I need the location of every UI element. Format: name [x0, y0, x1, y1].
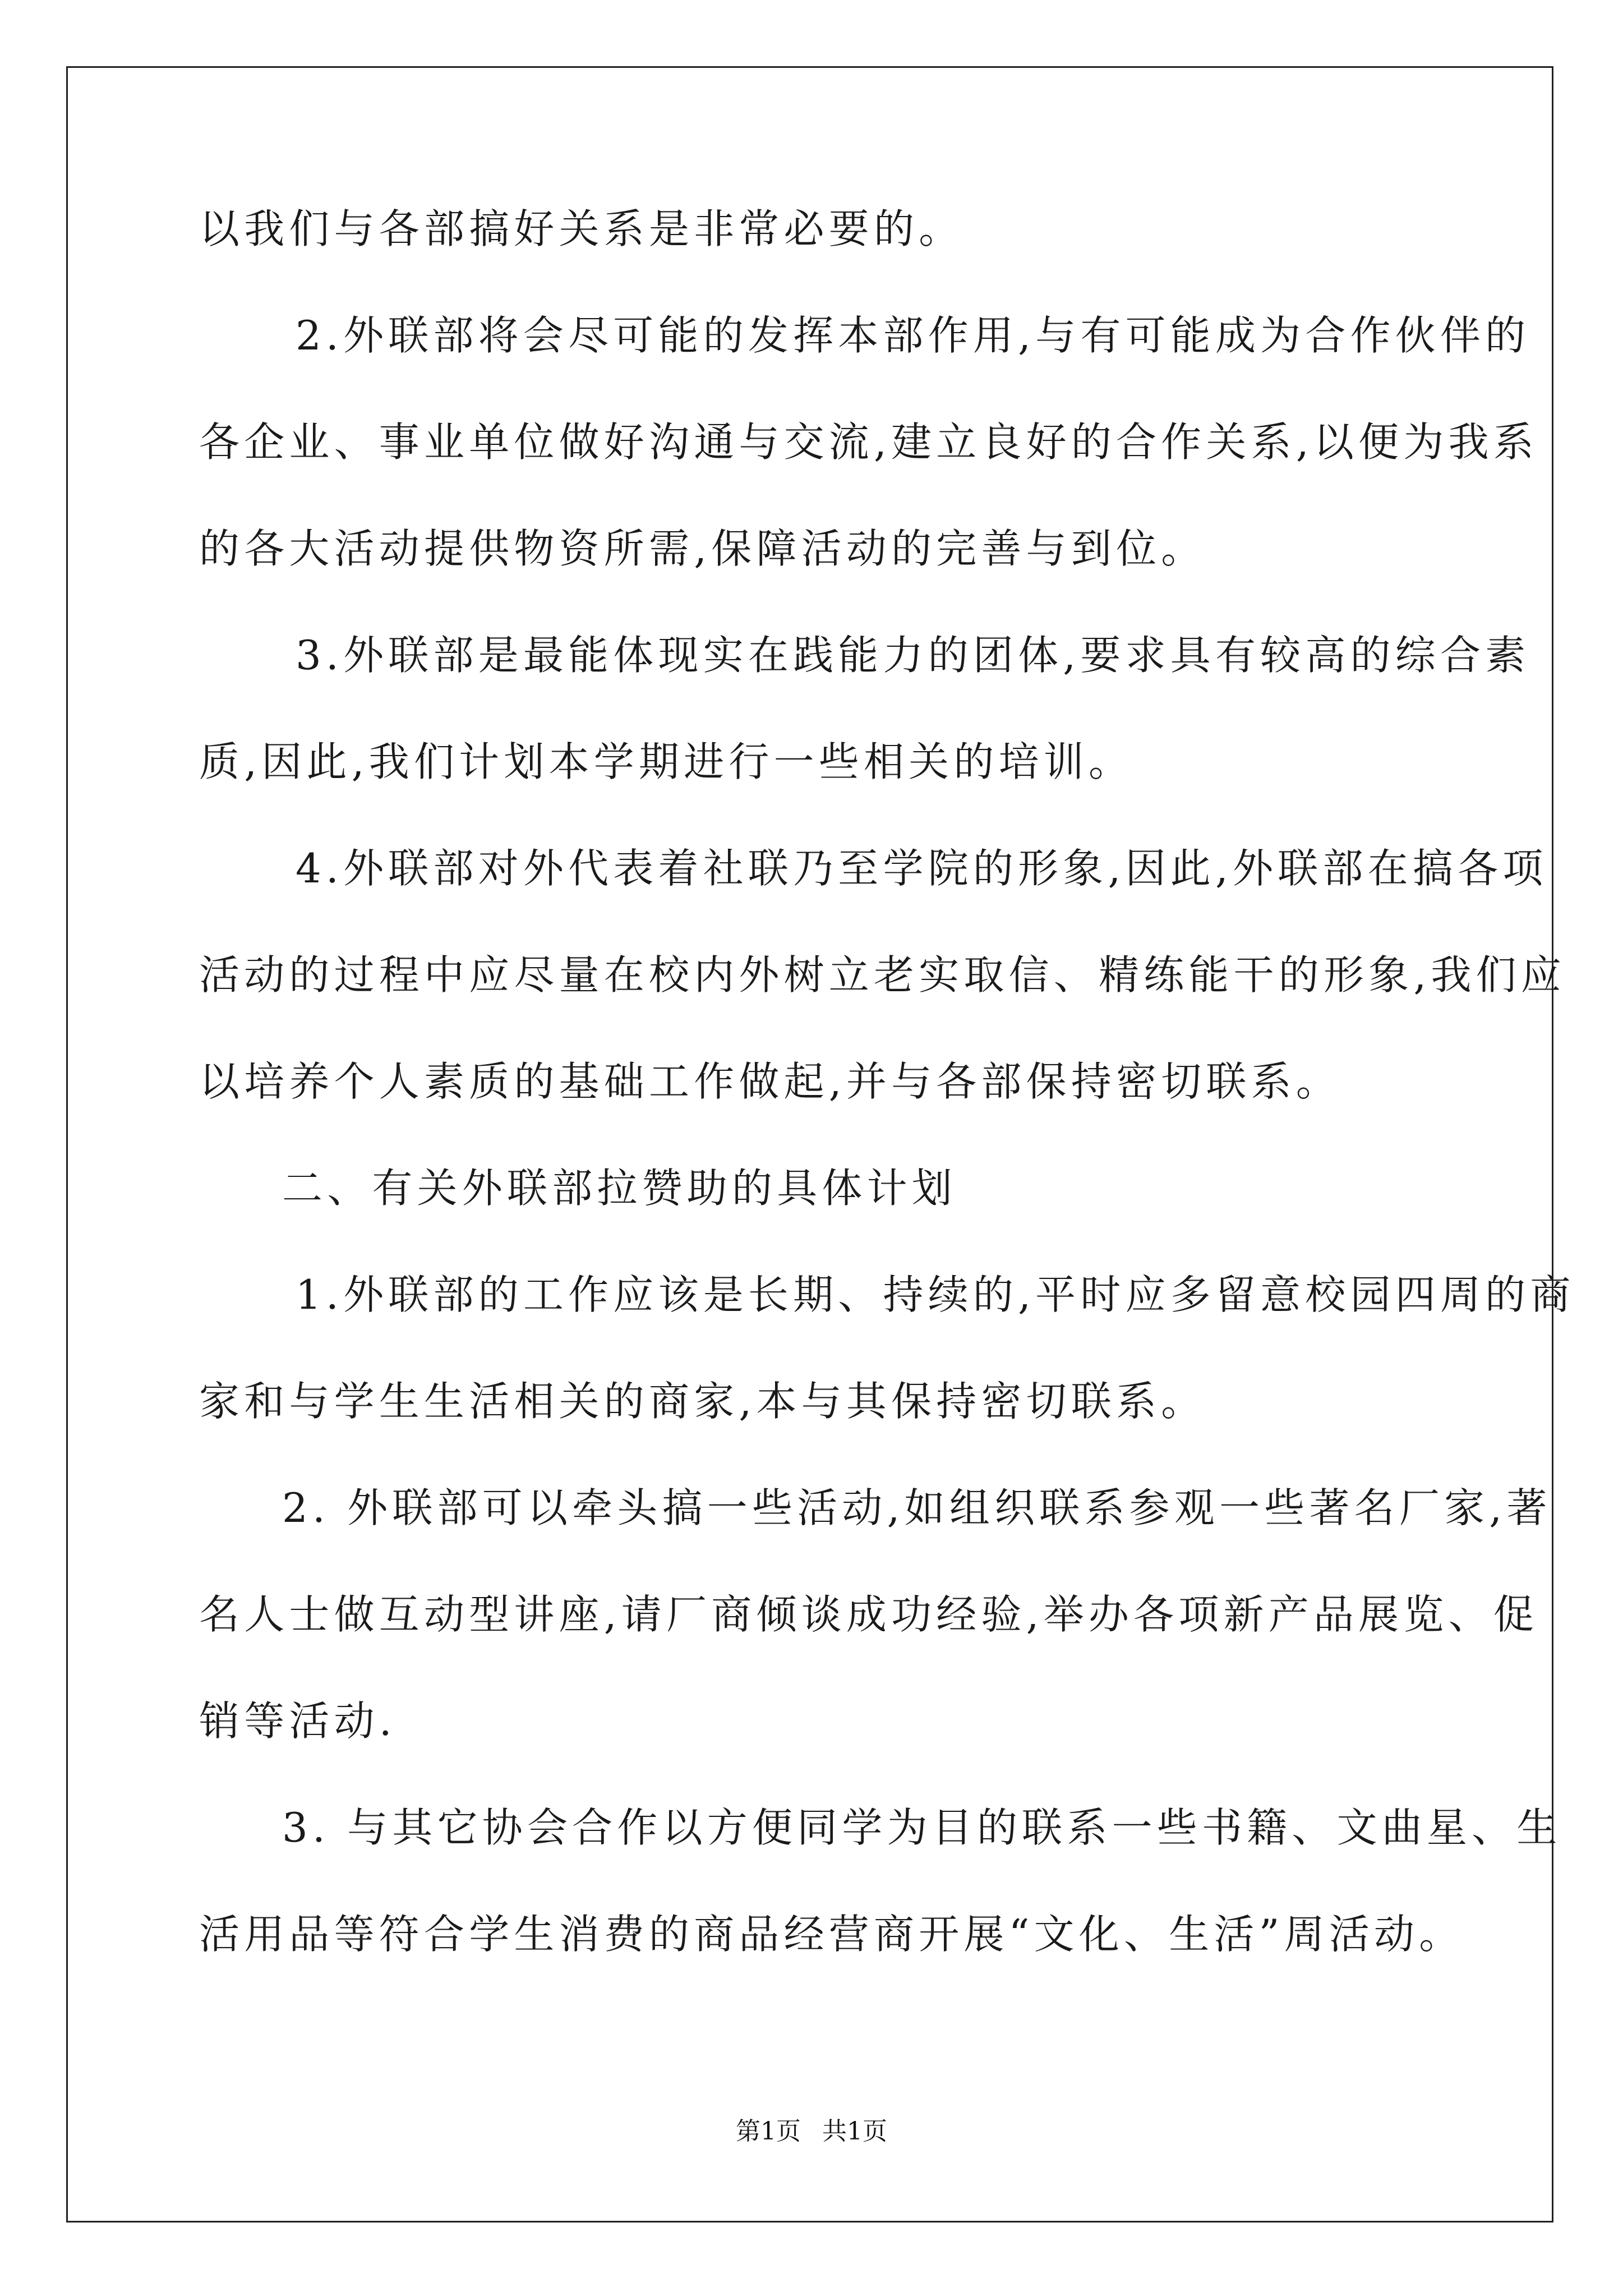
text-line: 质,因此,我们计划本学期进行一些相关的培训。: [199, 738, 1134, 785]
page-total: 共1页: [822, 2117, 887, 2146]
page-border: [66, 66, 1553, 2223]
text-line: 以培养个人素质的基础工作做起,并与各部保持密切联系。: [199, 1058, 1341, 1105]
section-heading: 二、有关外联部拉赞助的具体计划: [282, 1165, 957, 1212]
text-line: 销等活动.: [199, 1697, 396, 1745]
text-line: 以我们与各部搞好关系是非常必要的。: [199, 205, 964, 252]
text-line: 各企业、事业单位做好沟通与交流,建立良好的合作关系,以便为我系: [199, 418, 1538, 466]
text-line: 家和与学生生活相关的商家,本与其保持密切联系。: [199, 1378, 1206, 1425]
text-line: 活动的过程中应尽量在校内外树立老实取信、精练能干的形象,我们应: [199, 951, 1566, 999]
text-line: 2.外联部将会尽可能的发挥本部作用,与有可能成为合作伙伴的: [296, 312, 1530, 359]
page-footer: [0, 2115, 1623, 2148]
page-number: 第1页: [736, 2117, 801, 2146]
text-line: 2. 外联部可以牵头搞一些活动,如组织联系参观一些著名厂家,著: [282, 1484, 1552, 1531]
text-line: 4.外联部对外代表着社联乃至学院的形象,因此,外联部在搞各项: [296, 845, 1548, 892]
text-line: 1.外联部的工作应该是长期、持续的,平时应多留意校园四周的商: [296, 1271, 1575, 1318]
text-line: 活用品等符合学生消费的商品经营商开展“文化、生活”周活动。: [199, 1911, 1464, 1958]
text-line: 3.外联部是最能体现实在践能力的团体,要求具有较高的综合素: [296, 632, 1530, 679]
text-line: 3. 与其它协会合作以方便同学为目的联系一些书籍、文曲星、生: [282, 1804, 1562, 1851]
text-line: 名人士做互动型讲座,请厂商倾谈成功经验,举办各项新产品展览、促: [199, 1591, 1538, 1638]
text-line: 的各大活动提供物资所需,保障活动的完善与到位。: [199, 525, 1206, 572]
